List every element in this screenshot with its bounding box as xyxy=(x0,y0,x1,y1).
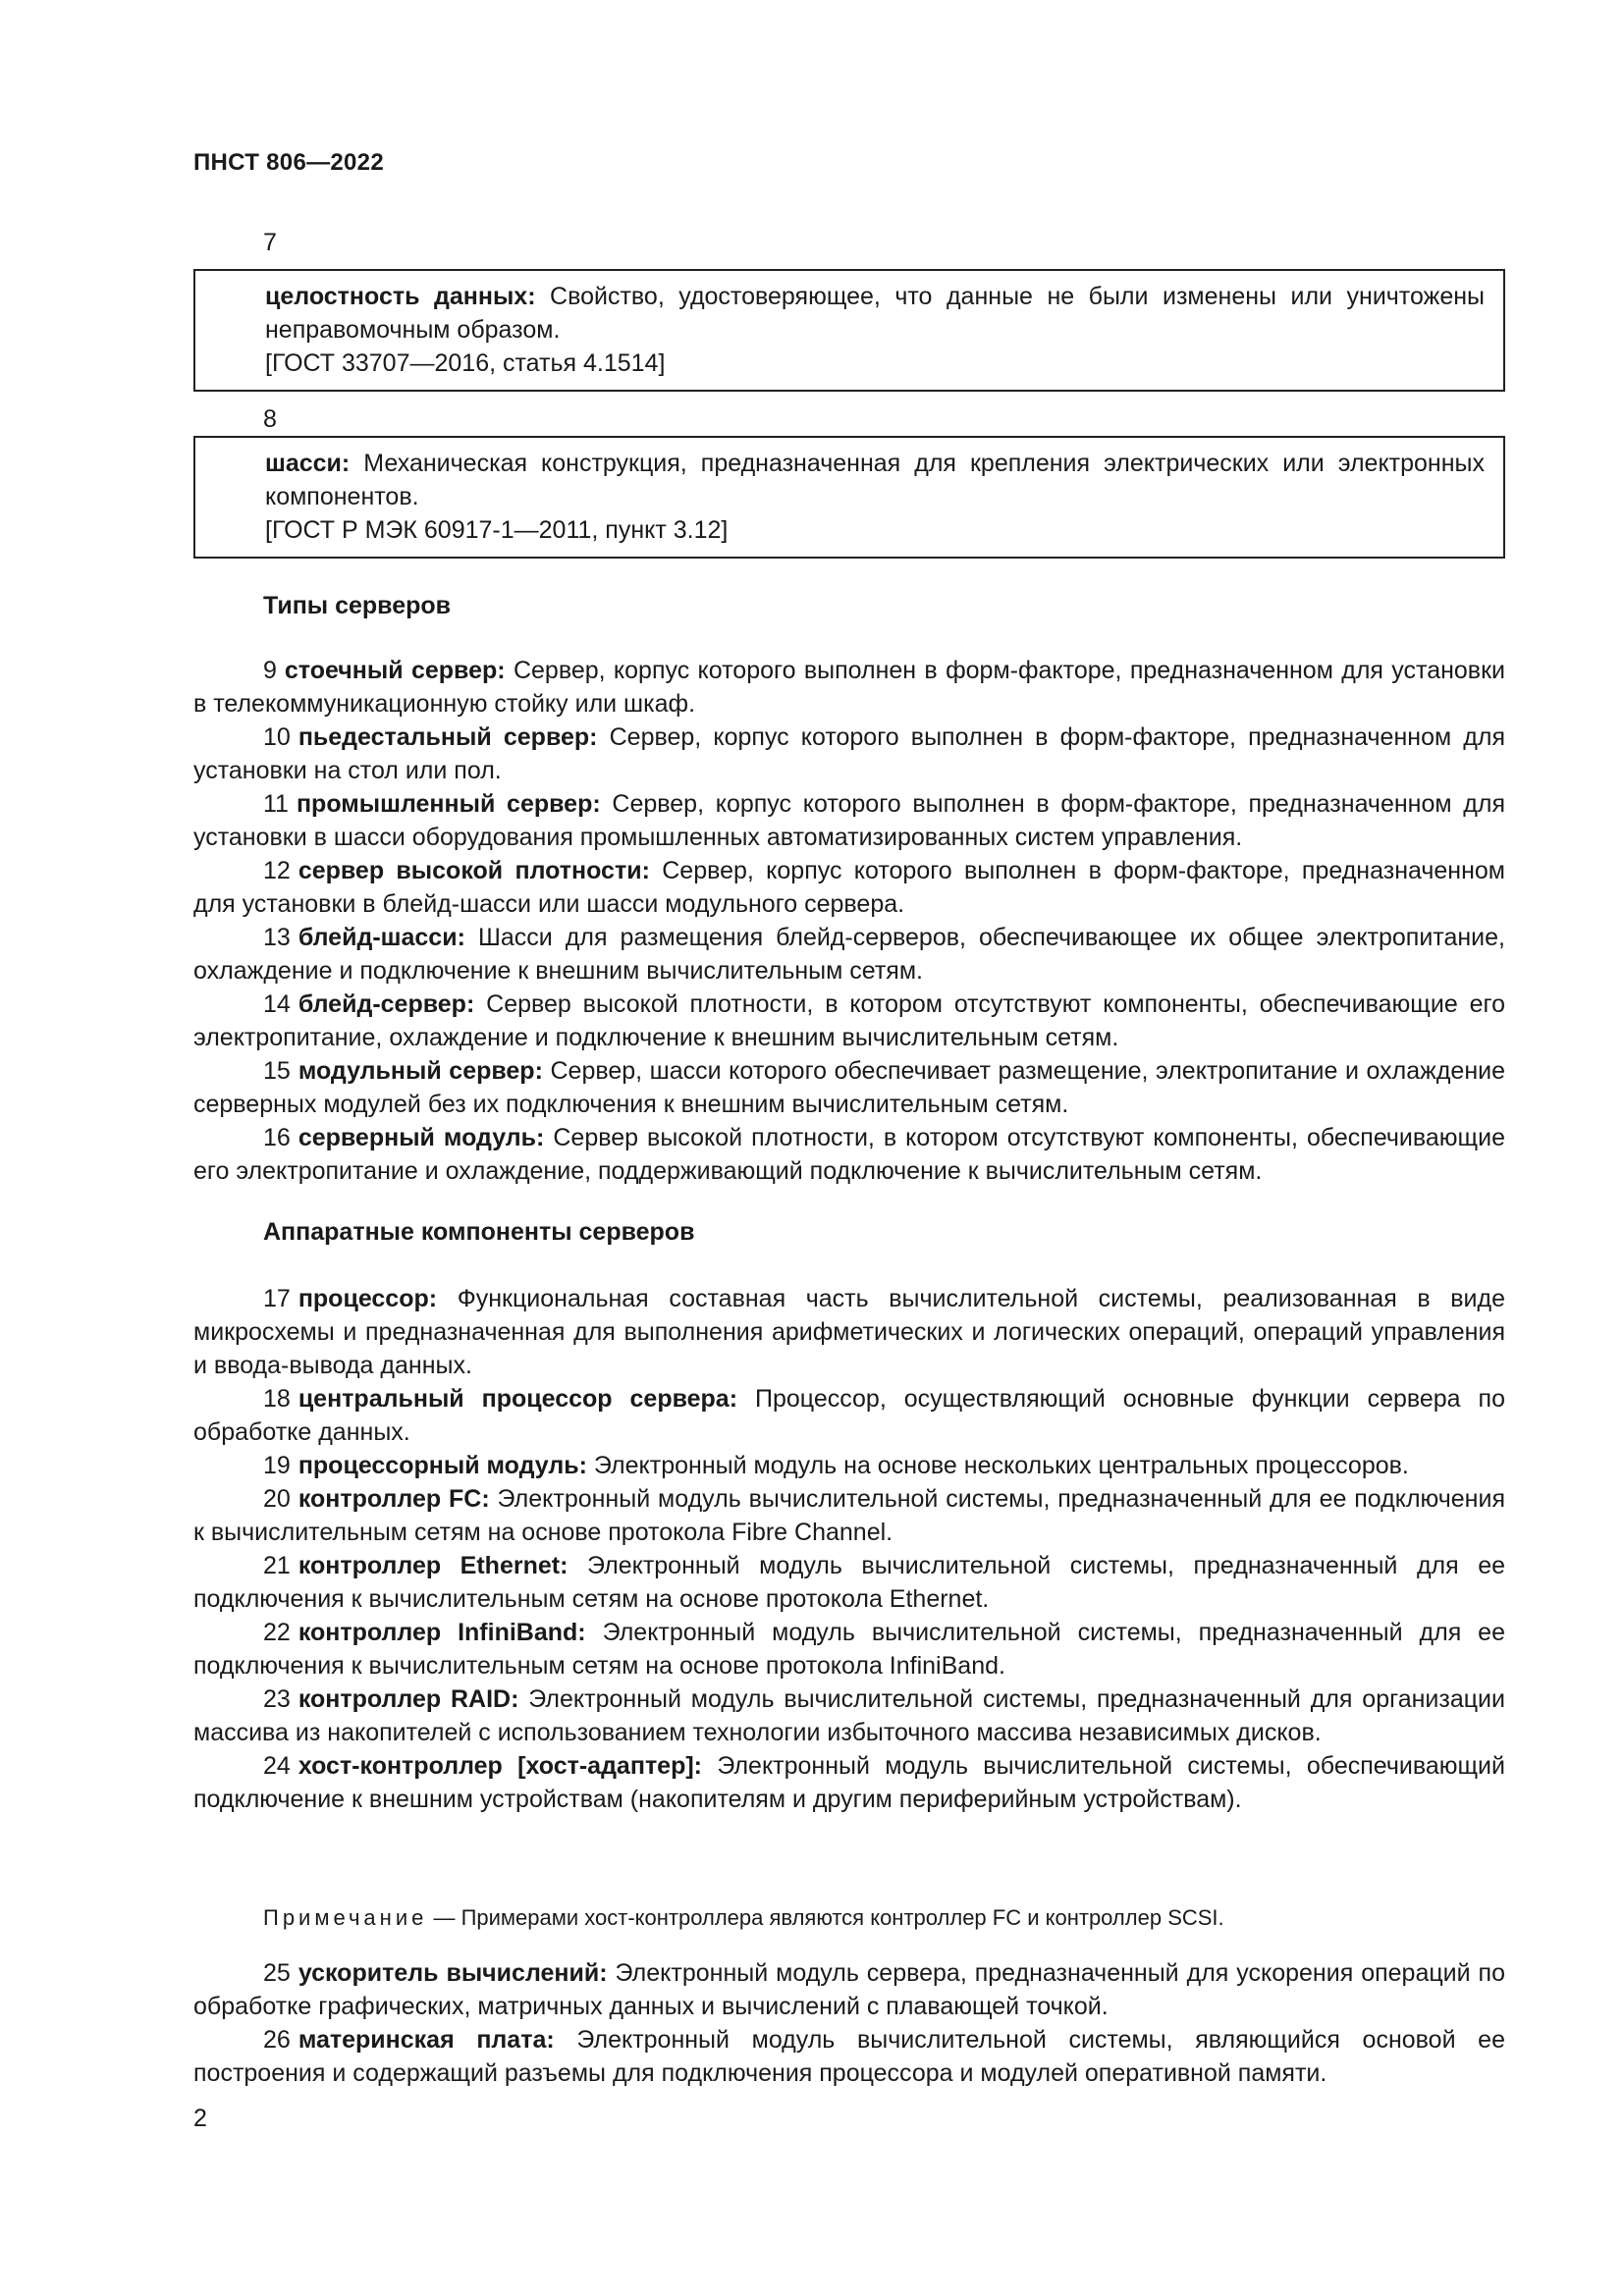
term-name: контроллер Ethernet: xyxy=(298,1552,568,1579)
term-name: сервер высокой плотности: xyxy=(298,857,650,884)
term-definition: Электронный модуль вычислительной системы, предназначенный для ее подключения к вычислительным сетям на основе протокола InfiniBand. xyxy=(193,1619,1505,1680)
term-entry xyxy=(193,1682,1505,1749)
term-name: шасси: xyxy=(265,450,351,477)
term-definition: Электронный модуль на основе нескольких центральных процессоров. xyxy=(593,1452,1409,1479)
term-name: ускоритель вычислений: xyxy=(298,1959,608,1987)
term-definition: Процессор, осуществляющий основные функции сервера по обработке данных. xyxy=(193,1385,1505,1446)
term-name: пьедестальный сервер: xyxy=(298,723,598,751)
term-entry xyxy=(193,1956,1505,2023)
term-entry xyxy=(193,654,1505,721)
term-number: 26 xyxy=(263,2026,291,2054)
term-entry xyxy=(193,1482,1505,1549)
term-name: целостность данных: xyxy=(265,283,536,310)
term-definition: Электронный модуль вычислительной системы, предназначенный для ее подключения к вычислительным сетям на основе протокола Ethernet. xyxy=(193,1552,1506,1613)
term-number: 9 xyxy=(263,657,277,684)
term-name: контроллер RAID: xyxy=(298,1685,519,1713)
term-name: хост-контроллер [хост-адаптер]: xyxy=(298,1752,703,1780)
definition-box xyxy=(193,436,1505,559)
term-entry xyxy=(193,787,1505,854)
term-entry xyxy=(193,1121,1505,1188)
term-definition: Свойство, удостоверяющее, что данные не были изменены или уничтожены неправомочным образом. xyxy=(265,283,1486,344)
term-definition: Сервер, корпус которого выполнен в форм-факторе, предназначенном для установки на стол или пол. xyxy=(193,723,1505,784)
term-name: процессор: xyxy=(298,1285,438,1312)
term-source: [ГОСТ Р МЭК 60917-1—2011, пункт 3.12] xyxy=(265,516,729,544)
term-name: центральный процессор сервера: xyxy=(298,1385,738,1413)
term-name: процессорный модуль: xyxy=(298,1452,587,1479)
term-source: [ГОСТ 33707—2016, статья 4.1514] xyxy=(265,349,666,377)
note-label: Примечание xyxy=(263,1905,428,1930)
term-entry xyxy=(193,2023,1505,2090)
term-number: 7 xyxy=(263,229,277,256)
term-number: 18 xyxy=(263,1385,291,1413)
term-number: 16 xyxy=(263,1124,291,1151)
term-entry xyxy=(193,1549,1505,1616)
term-number: 24 xyxy=(263,1752,291,1780)
term-name: блейд-сервер: xyxy=(298,990,475,1018)
term-name: блейд-шасси: xyxy=(298,924,465,951)
term-number: 12 xyxy=(263,857,291,884)
term-name: серверный модуль: xyxy=(298,1124,545,1151)
term-name: материнская плата: xyxy=(298,2026,555,2054)
term-definition: Электронный модуль вычислительной системы, обеспечивающий подключение к внешним устройствам (накопителям и другим периферийным устройствам). xyxy=(193,1752,1505,1813)
term-name: модульный сервер: xyxy=(298,1057,543,1085)
term-entry xyxy=(193,721,1505,787)
term-number: 20 xyxy=(263,1485,291,1513)
term-entry xyxy=(193,921,1505,988)
term-definition: Сервер, корпус которого выполнен в форм-факторе, предназначенном для установки в телекоммуникационную стойку или шкаф. xyxy=(193,657,1505,718)
term-number: 19 xyxy=(263,1452,291,1479)
term-number: 8 xyxy=(263,405,277,433)
term-number: 14 xyxy=(263,990,291,1018)
term-entry xyxy=(193,854,1505,921)
term-entry xyxy=(193,988,1505,1054)
term-number: 11 xyxy=(263,790,289,818)
term-number: 25 xyxy=(263,1959,291,1987)
term-entry xyxy=(193,1749,1505,1816)
section-title: Типы серверов xyxy=(263,592,452,619)
term-definition: Сервер высокой плотности, в котором отсутствуют компоненты, обеспечивающие его электропитание, охлаждение и подключение к внешним вычислительным сетям. xyxy=(193,990,1505,1051)
term-number: 23 xyxy=(263,1685,291,1713)
term-definition: Электронный модуль вычислительной системы, предназначенный для ее подключения к вычислительным сетям на основе протокола Fibre Channel. xyxy=(193,1485,1505,1546)
term-name: промышленный сервер: xyxy=(296,790,601,818)
term-definition: Электронный модуль вычислительной системы, предназначенный для организации массива из накопителей с использованием технологии избыточного массива независимых дисков. xyxy=(193,1685,1505,1746)
term-list xyxy=(193,1956,1505,2090)
term-definition: Сервер, корпус которого выполнен в форм-факторе, предназначенном для установки в блейд-шасси или шасси модульного сервера. xyxy=(193,857,1505,918)
term-list xyxy=(193,1282,1505,1816)
term-list xyxy=(193,654,1505,1188)
definition-paragraph xyxy=(214,280,1485,347)
term-number: 10 xyxy=(263,723,291,751)
term-number: 22 xyxy=(263,1619,291,1646)
term-number: 13 xyxy=(263,924,291,951)
term-number: 17 xyxy=(263,1285,291,1312)
term-entry xyxy=(193,1382,1505,1449)
term-entry xyxy=(193,1282,1505,1382)
note xyxy=(263,1903,1224,1933)
document-id: ПНСТ 806—2022 xyxy=(193,149,384,176)
note-text: — Примерами хост-контроллера являются контроллер FC и контроллер SCSI. xyxy=(433,1905,1224,1930)
term-definition: Механическая конструкция, предназначенная для крепления электрических или электронных компонентов. xyxy=(265,450,1486,510)
term-entry xyxy=(193,1449,1505,1482)
term-definition: Функциональная составная часть вычислительной системы, реализованная в виде микросхемы и предназначенная для выполнения арифметических и логических операций, операций управления и ввода-вывода данных. xyxy=(193,1285,1505,1379)
definition-paragraph xyxy=(214,447,1485,513)
term-number: 21 xyxy=(263,1552,291,1579)
term-definition: Электронный модуль сервера, предназначенный для ускорения операций по обработке графических, матричных данных и вычислений с плавающей точкой. xyxy=(193,1959,1505,2020)
term-definition: Сервер, шасси которого обеспечивает размещение, электропитание и охлаждение серверных модулей без их подключения к внешним вычислительным сетям. xyxy=(193,1057,1505,1118)
term-definition: Сервер высокой плотности, в котором отсутствуют компоненты, обеспечивающие его электропитание и охлаждение, поддерживающий подключение к вычислительным сетям. xyxy=(193,1124,1505,1185)
term-number: 15 xyxy=(263,1057,291,1085)
page-number: 2 xyxy=(193,2105,207,2132)
term-definition: Электронный модуль вычислительной системы, являющийся основой ее построения и содержащий разъемы для подключения процессора и модулей оперативной памяти. xyxy=(193,2026,1505,2087)
section-title: Аппаратные компоненты серверов xyxy=(263,1218,695,1246)
term-definition: Шасси для размещения блейд-серверов, обеспечивающее их общее электропитание, охлаждение и подключение к внешним вычислительным сетям. xyxy=(193,924,1505,985)
term-name: контроллер InfiniBand: xyxy=(298,1619,586,1646)
term-name: контроллер FC: xyxy=(298,1485,490,1513)
term-definition: Сервер, корпус которого выполнен в форм-факторе, предназначенном для установки в шасси оборудования промышленных автоматизированных систем управления. xyxy=(193,790,1505,851)
term-entry xyxy=(193,1054,1505,1121)
definition-box xyxy=(193,269,1505,392)
term-entry xyxy=(193,1616,1505,1682)
term-name: стоечный сервер: xyxy=(284,657,506,684)
